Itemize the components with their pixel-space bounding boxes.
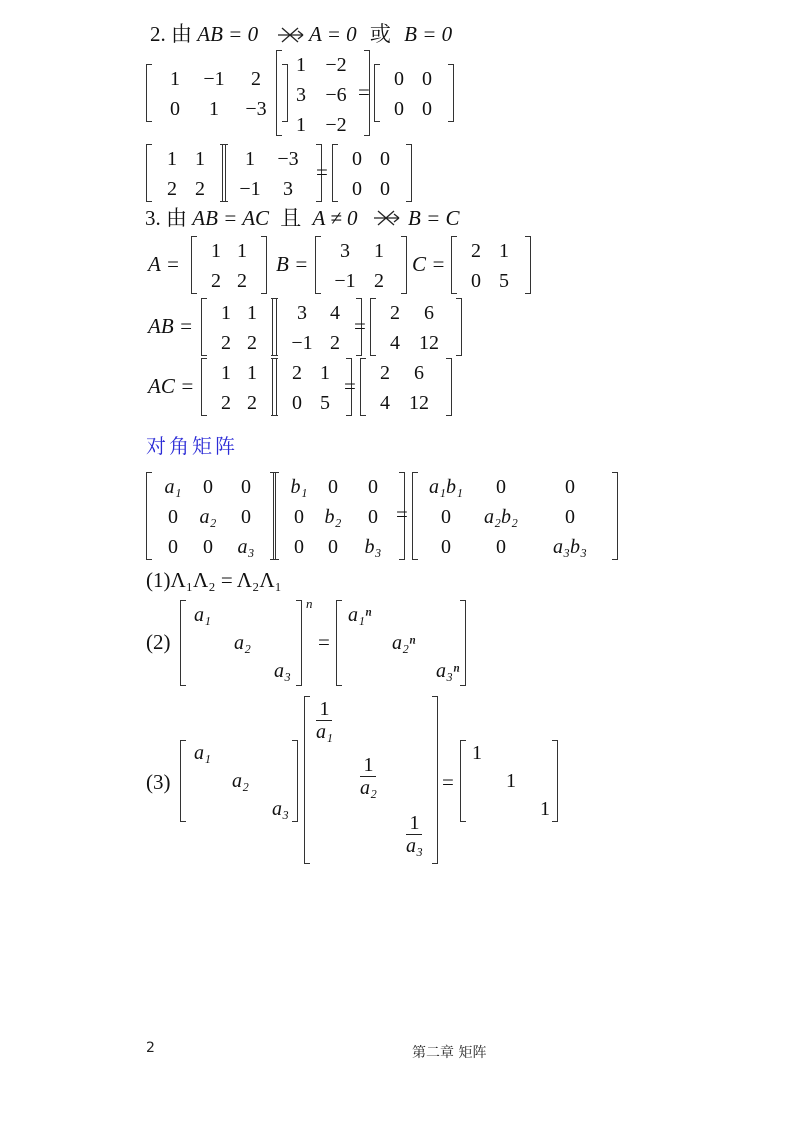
cell: 4 — [330, 302, 340, 324]
matrix-ab3 — [370, 298, 462, 356]
cell: 2 — [221, 332, 231, 354]
matrix-d2 — [273, 472, 405, 560]
cell: a₃ — [237, 536, 255, 558]
cell: 1 — [195, 148, 205, 170]
cross-not-implies-icon — [372, 209, 402, 227]
equals-sign: = — [396, 502, 408, 526]
cell: a₁b₁ — [429, 476, 463, 498]
label-a: A = — [148, 252, 180, 276]
cell: 0 — [294, 506, 304, 528]
cell: 0 — [170, 98, 180, 120]
cell: 0 — [422, 98, 432, 120]
cell: b₃ — [364, 536, 382, 558]
cell: 2 — [330, 332, 340, 354]
cell: a₂b₂ — [484, 506, 518, 528]
matrix-p2-left — [180, 600, 302, 686]
cell: 1 — [247, 362, 257, 384]
cell: −2 — [325, 114, 347, 136]
fraction-2 — [360, 754, 377, 799]
cell: 2 — [211, 270, 221, 292]
matrix-d1 — [146, 472, 276, 560]
cell: a₁ — [164, 476, 182, 498]
cell: a₃ⁿ — [436, 660, 460, 682]
cell: 0 — [241, 476, 251, 498]
sec3-qie: 且 — [280, 206, 302, 230]
cell: 1 — [320, 362, 330, 384]
equals-sign: = — [318, 630, 330, 654]
matrix-p3-inverse — [304, 696, 438, 864]
cell: 6 — [414, 362, 424, 384]
matrix-ac1 — [201, 358, 277, 416]
cell: 0 — [441, 506, 451, 528]
cell: 2 — [374, 270, 384, 292]
cell: −1 — [291, 332, 313, 354]
frac-num: 1 — [360, 754, 376, 777]
cell: 3 — [296, 84, 306, 106]
sec2-b0: B = 0 — [404, 22, 453, 46]
cell: 0 — [328, 536, 338, 558]
cell: 0 — [496, 536, 506, 558]
frac-den: a₃ — [406, 835, 423, 857]
cell: 1 — [374, 240, 384, 262]
cell: 1 — [296, 114, 306, 136]
cell: 0 — [292, 392, 302, 414]
cell: 0 — [352, 148, 362, 170]
cell: a₂ⁿ — [392, 632, 416, 654]
cell: a₂ — [232, 770, 249, 792]
cell: 1 — [211, 240, 221, 262]
matrix-m5 — [222, 144, 322, 202]
cell: 0 — [565, 476, 575, 498]
matrix-m2 — [276, 50, 370, 136]
sec2-ab0: AB = 0 — [197, 22, 259, 46]
diag-heading: 对角矩阵 — [146, 434, 238, 458]
cell: 0 — [394, 98, 404, 120]
prop-2-label: (2) — [146, 630, 171, 654]
sec2-num: 2. — [150, 22, 166, 46]
equals-sign: = — [358, 80, 370, 104]
cell: b₂ — [324, 506, 342, 528]
cell: b₁ — [290, 476, 308, 498]
equals-sign: = — [354, 314, 366, 338]
cell: 2 — [390, 302, 400, 324]
cell: a₃ — [274, 660, 291, 682]
matrix-p3-identity — [460, 740, 558, 822]
cell: 5 — [320, 392, 330, 414]
cell: 1 — [237, 240, 247, 262]
cell: 3 — [297, 302, 307, 324]
cell: 0 — [368, 476, 378, 498]
cell: 4 — [380, 392, 390, 414]
cell: 1 — [472, 742, 482, 764]
cell: 0 — [471, 270, 481, 292]
cell: a₁ — [194, 604, 211, 626]
cell: −3 — [245, 98, 267, 120]
equals-sign: = — [442, 770, 454, 794]
cell: 0 — [380, 148, 390, 170]
equals-sign: = — [316, 160, 328, 184]
frac-den: a₁ — [316, 721, 333, 743]
sec3-aneq: A ≠ 0 — [312, 206, 358, 230]
prop-1: (1)Λ₁Λ₂ = Λ₂Λ₁ — [146, 568, 282, 592]
cell: a₃b₃ — [553, 536, 587, 558]
matrix-m3 — [374, 64, 454, 122]
cell: 4 — [390, 332, 400, 354]
matrix-m4 — [146, 144, 226, 202]
cell: 0 — [422, 68, 432, 90]
cell: 2 — [167, 178, 177, 200]
cell: 1 — [209, 98, 219, 120]
sec2-huo: 或 — [369, 22, 391, 46]
cell: 0 — [203, 476, 213, 498]
cell: 0 — [203, 536, 213, 558]
cell: 1 — [506, 770, 516, 792]
cell: −3 — [277, 148, 299, 170]
cell: 2 — [247, 392, 257, 414]
cell: 0 — [394, 68, 404, 90]
cell: 2 — [237, 270, 247, 292]
sec3-bc: B = C — [408, 206, 460, 230]
cell: 5 — [499, 270, 509, 292]
matrix-b — [315, 236, 407, 294]
cell: −6 — [325, 84, 347, 106]
matrix-p3-left — [180, 740, 298, 822]
cell: 1 — [221, 362, 231, 384]
sec3-abac: AB = AC — [192, 206, 270, 230]
cell: 1 — [170, 68, 180, 90]
sec2-heading — [150, 22, 258, 46]
cell: a₂ — [234, 632, 251, 654]
sec2-you: 由 — [171, 22, 192, 46]
frac-num: 1 — [406, 812, 422, 835]
cell: −1 — [239, 178, 261, 200]
page-number: 2 — [146, 1040, 155, 1056]
cell: 1 — [296, 54, 306, 76]
fraction-3 — [406, 812, 423, 857]
cell: 12 — [419, 332, 439, 354]
cell: a₁ⁿ — [348, 604, 372, 626]
cell: a₂ — [199, 506, 217, 528]
cell: 2 — [221, 392, 231, 414]
sec2-tail — [309, 22, 452, 46]
cell: 0 — [294, 536, 304, 558]
cell: 0 — [565, 506, 575, 528]
cell: 3 — [340, 240, 350, 262]
prop-3-label: (3) — [146, 770, 171, 794]
cell: 3 — [283, 178, 293, 200]
cell: 0 — [328, 476, 338, 498]
exponent-n: n — [306, 596, 313, 611]
matrix-p2-right — [336, 600, 466, 686]
cell: 1 — [247, 302, 257, 324]
cell: 6 — [424, 302, 434, 324]
matrix-ac3 — [360, 358, 452, 416]
label-ab: AB = — [148, 314, 194, 338]
cell: −1 — [334, 270, 356, 292]
cell: 12 — [409, 392, 429, 414]
matrix-ab1 — [201, 298, 277, 356]
cell: 1 — [499, 240, 509, 262]
label-ac: AC = — [148, 374, 195, 398]
cross-not-implies-icon — [276, 26, 306, 44]
frac-den: a₂ — [360, 777, 377, 799]
cell: 2 — [247, 332, 257, 354]
sec3-you: 由 — [166, 206, 187, 230]
cell: 1 — [221, 302, 231, 324]
cell: 0 — [496, 476, 506, 498]
sec3-num: 3. — [145, 206, 161, 230]
fraction-1 — [316, 698, 333, 743]
cell: 2 — [292, 362, 302, 384]
frac-num: 1 — [316, 698, 332, 721]
cell: 2 — [471, 240, 481, 262]
matrix-d3 — [412, 472, 618, 560]
cell: 2 — [195, 178, 205, 200]
cell: 0 — [352, 178, 362, 200]
cell: 2 — [251, 68, 261, 90]
cell: 2 — [380, 362, 390, 384]
cell: 0 — [168, 506, 178, 528]
equals-sign: = — [344, 374, 356, 398]
matrix-m6 — [332, 144, 412, 202]
chapter-title: 第二章 矩阵 — [412, 1045, 487, 1061]
cell: 1 — [245, 148, 255, 170]
sec3-heading — [145, 206, 358, 230]
matrix-m1 — [146, 64, 288, 122]
cell: 1 — [540, 798, 550, 820]
matrix-ac2 — [272, 358, 352, 416]
cell: 0 — [241, 506, 251, 528]
cell: a₃ — [272, 798, 289, 820]
cell: 0 — [380, 178, 390, 200]
cell: −2 — [325, 54, 347, 76]
matrix-c — [451, 236, 531, 294]
cell: 0 — [168, 536, 178, 558]
cell: 0 — [368, 506, 378, 528]
cell: 1 — [167, 148, 177, 170]
cell: a₁ — [194, 742, 211, 764]
cell: 0 — [441, 536, 451, 558]
label-b: B = — [276, 252, 309, 276]
matrix-ab2 — [272, 298, 362, 356]
cell: −1 — [203, 68, 225, 90]
matrix-a — [191, 236, 267, 294]
label-c: C = — [412, 252, 446, 276]
sec2-a0: A = 0 — [309, 22, 357, 46]
